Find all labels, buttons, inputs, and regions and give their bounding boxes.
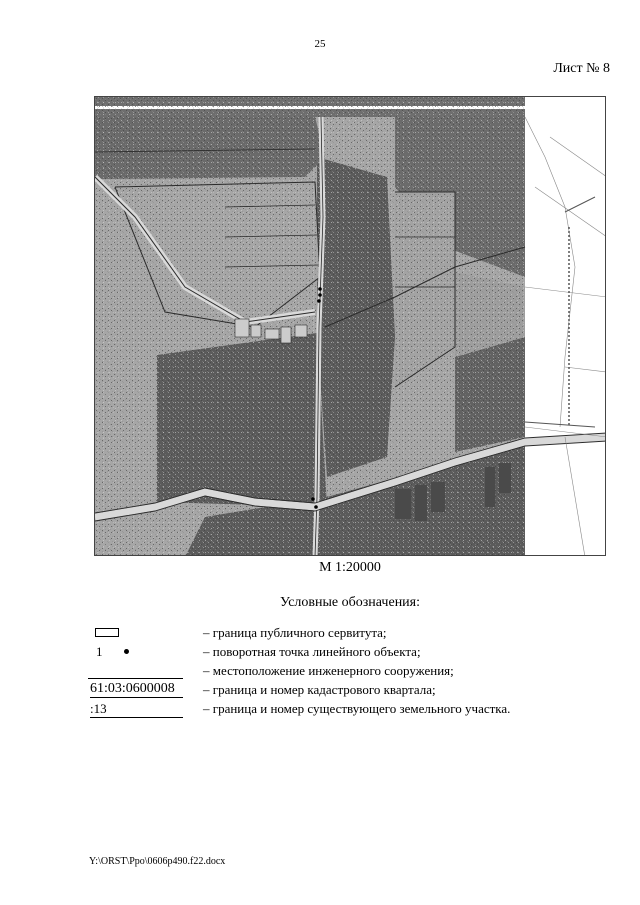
legend-text: – поворотная точка линейного объекта; bbox=[203, 644, 421, 659]
footer-path: Y:\ORST\Ppo\0606p490.f22.docx bbox=[89, 856, 226, 867]
legend-symbol bbox=[88, 700, 183, 719]
point-dot-icon bbox=[124, 649, 129, 654]
legend-item-cadastral-quarter bbox=[88, 681, 608, 700]
legend-symbol bbox=[88, 662, 183, 681]
map-margin bbox=[525, 97, 606, 556]
legend-item-servitude bbox=[88, 624, 608, 643]
sheet-label: Лист № 8 bbox=[553, 61, 610, 76]
legend-text: – граница публичного сервитута; bbox=[203, 625, 387, 640]
legend-text: – местоположение инженерного сооружения; bbox=[203, 663, 454, 678]
legend-text: – граница и номер существующего земельного участка. bbox=[203, 701, 511, 716]
legend-text: – граница и номер кадастрового квартала; bbox=[203, 682, 436, 697]
legend-symbol bbox=[88, 681, 183, 700]
legend bbox=[88, 624, 608, 719]
legend-title: Условные обозначения: bbox=[279, 595, 421, 610]
land-parcel-number: :13 bbox=[90, 701, 183, 718]
cadastral-quarter-number: 61:03:0600008 bbox=[90, 681, 183, 698]
texture bbox=[95, 97, 525, 556]
legend-symbol bbox=[88, 643, 183, 662]
point-number: 1 bbox=[96, 644, 103, 659]
page-number: 25 bbox=[314, 38, 326, 50]
map-image bbox=[95, 97, 606, 556]
legend-symbol bbox=[88, 624, 183, 643]
legend-item-land-parcel bbox=[88, 700, 608, 719]
map-frame bbox=[94, 96, 606, 556]
legend-item-turning-point bbox=[88, 643, 608, 662]
servitude-boundary-symbol bbox=[95, 628, 119, 637]
structure-line-symbol bbox=[88, 678, 183, 679]
map-scale: М 1:20000 bbox=[319, 560, 381, 575]
legend-item-structure bbox=[88, 662, 608, 681]
